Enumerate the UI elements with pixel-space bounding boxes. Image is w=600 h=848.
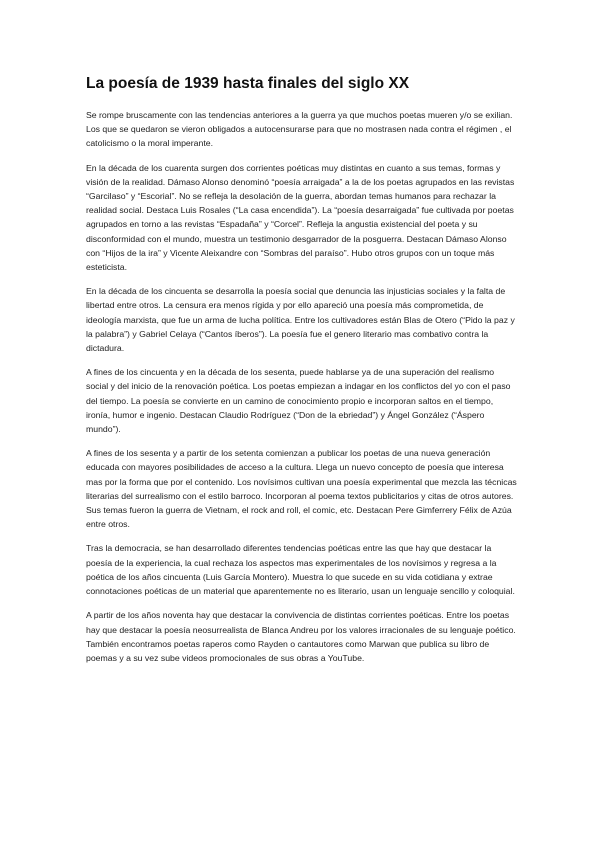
paragraph-cincuenta: En la década de los cincuenta se desarrolla la poesía social que denuncia las injusticias sociales y la falta de libertad entre otros. La censura era menos rígida y por ello apareció una poesía más comprometida, de ideología marxista, que fue un arma de lucha política. Entre los cultivadores están Blas de Otero (“Pido la paz y la palabra”) y Gabriel Celaya (“Cantos íberos”). La poesía fue el genero literario mas combativo contra la dictadura. <box>86 286 515 354</box>
paragraph-cuarenta: En la década de los cuarenta surgen dos corrientes poéticas muy distintas en cuanto a sus temas, formas y visión de la realidad. Dámaso Alonso denominó “poesía arraigada” a la de los poetas agrupados en las revistas “Garcilaso” y “Escorial”. No se refleja la desolación de la guerra, abordan temas humanos para rechazar la realidad social. Destaca Luis Rosales (“La casa encendida”). La “poesía desarraigada” fue cultivada por poetas agrupados en torno a las revistas “Espadaña” y “Corcel”. Refleja la angustia existencial del poeta y su disconformidad con el mundo, muestra un testimonio desgarrador de la posguerra. Destacan Dámaso Alonso con “Hijos de la ira” y Vicente Aleixandre con “Sombras del paraíso”. Hubo otros grupos con un toque más esteticista. <box>86 162 515 273</box>
page-title: La poesía de 1939 hasta finales del siglo XX <box>86 75 410 92</box>
paragraph-democracia: Tras la democracia, se han desarrollado diferentes tendencias poéticas entre las que hay que destacar la poesía de la experiencia, la cual rechaza los aspectos mas experimentales de los novísimos y regresa a la poética de los años cincuenta (Luis García Montero). Muestra lo que sucede en su vida cotidiana y extrae connotaciones poéticas de un material que aparentemente no es literario, usan un lenguaje sencillo y coloquial. <box>86 543 515 597</box>
paragraph-setenta: A fines de los sesenta y a partir de los setenta comienzan a publicar los poetas de una nueva generación educada con mayores posibilidades de acceso a la cultura. Llega un nuevo concepto de poesía que interesa mas por la forma que por el contenido. Los novísimos cultivan una poesía experimental que mezcla las técnicas literarias del surrealismo con el estilo barroco. Incorporan al poema textos publicitarios y citas de otros autores. Sus temas fueron la guerra de Vietnam, el rock and roll, el comic, etc. Destacan Pere Gimferrery Félix de Azúa entre otros. <box>86 448 517 530</box>
paragraph-sesenta: A fines de los cincuenta y en la década de los sesenta, puede hablarse ya de una superación del realismo social y del inicio de la renovación poética. Los poetas empiezan a indagar en los conflictos del yo con el paso del tiempo. La poesía se convierte en un camino de conocimiento propio e incorporan saltos en el tiempo, ironía, humor e ingenio. Destacan Claudio Rodríguez (“Don de la ebriedad”) y Ángel González (“Áspero mundo”). <box>86 367 511 435</box>
paragraph-noventa: A partir de los años noventa hay que destacar la convivencia de distintas corrientes poéticas. Entre los poetas hay que destacar la poesía neosurrealista de Blanca Andreu por los valores irracionales de su lenguaje poético. También encontramos poetas raperos como Rayden o cantautores como Marwan que publica su libro de poemas y a su vez sube videos promocionales de sus obras a YouTube. <box>86 610 516 663</box>
document-body <box>86 74 518 675</box>
paragraph-intro: Se rompe bruscamente con las tendencias anteriores a la guerra ya que muchos poetas mueren y/o se exilian. Los que se quedaron se vieron obligados a autocensurarse para que no mostrasen nada contra el régimen , el catolicismo o la moral imperante. <box>86 110 513 149</box>
